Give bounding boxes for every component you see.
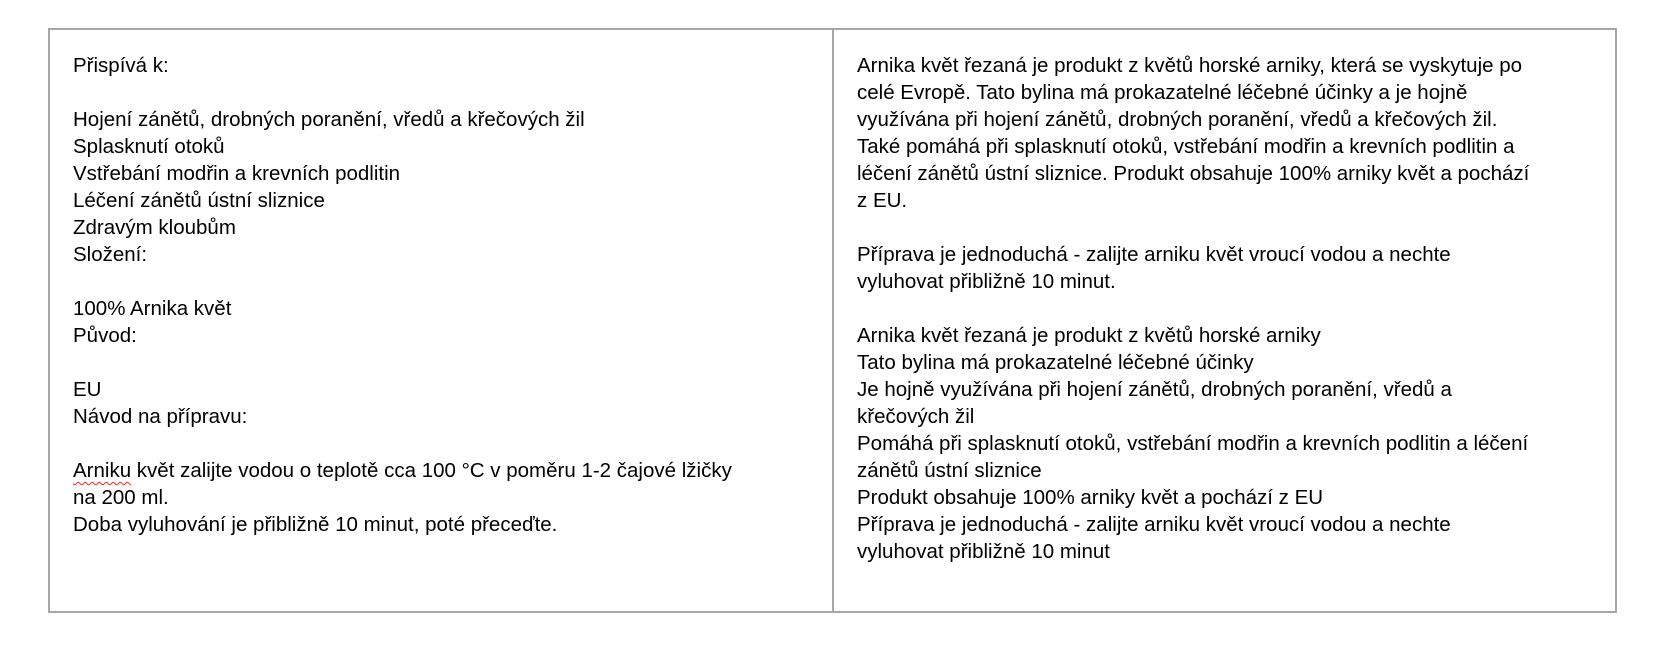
benefit-item: Zdravým kloubům	[73, 216, 236, 239]
preparation-line: vyluhovat přibližně 10 minut.	[857, 270, 1116, 293]
description-line: Arnika květ řezaná je produkt z květů horské arniky, která se vyskytuje po	[857, 54, 1523, 77]
instructions-line	[73, 457, 812, 484]
composition-value: 100% Arnika květ	[73, 297, 232, 320]
summary-line: Produkt obsahuje 100% arniky květ a pochází z EU	[857, 486, 1324, 509]
description-line: léčení zánětů ústní sliznice. Produkt obsahuje 100% arniky květ a pochází	[857, 162, 1530, 185]
description-line: celé Evropě. Tato bylina má prokazatelné léčebné účinky a je hojně	[857, 81, 1468, 104]
summary-line: Příprava je jednoduchá - zalijte arniku květ vroucí vodou a nechte	[857, 513, 1451, 536]
summary-line: křečových žil	[857, 405, 975, 428]
benefit-item: Splasknutí otoků	[73, 135, 225, 158]
contributes-heading: Přispívá k:	[73, 54, 169, 77]
instructions-line: na 200 ml.	[73, 486, 169, 509]
origin-heading: Původ:	[73, 324, 137, 347]
description-line: z EU.	[857, 189, 908, 212]
summary-line: Pomáhá při splasknutí otoků, vstřebání modřin a krevních podlitin a léčení	[857, 432, 1529, 455]
summary-line: Je hojně využívána při hojení zánětů, drobných poranění, vředů a	[857, 378, 1452, 401]
instructions-line: Doba vyluhování je přibližně 10 minut, poté přeceďte.	[73, 513, 558, 536]
summary-line: Tato bylina má prokazatelné léčebné účinky	[857, 351, 1254, 374]
spellcheck-flagged-word[interactable]: Arniku	[73, 459, 132, 482]
blank-line	[73, 430, 812, 457]
blank-line	[857, 214, 1595, 241]
benefit-item: Hojení zánětů, drobných poranění, vředů a křečových žil	[73, 108, 585, 131]
blank-line	[73, 349, 812, 376]
benefit-item: Vstřebání modřin a krevních podlitin	[73, 162, 401, 185]
origin-value: EU	[73, 378, 102, 401]
blank-line	[857, 295, 1595, 322]
summary-line: vyluhovat přibližně 10 minut	[857, 540, 1110, 563]
description-line: využívána při hojení zánětů, drobných poranění, vředů a křečových žil.	[857, 108, 1498, 131]
table-cell-left[interactable]	[50, 30, 834, 611]
summary-line: zánětů ústní sliznice	[857, 459, 1042, 482]
content-table	[48, 28, 1617, 613]
blank-line	[73, 268, 812, 295]
preparation-line: Příprava je jednoduchá - zalijte arniku květ vroucí vodou a nechte	[857, 243, 1451, 266]
description-line: Také pomáhá při splasknutí otoků, vstřebání modřin a krevních podlitin a	[857, 135, 1515, 158]
benefit-item: Léčení zánětů ústní sliznice	[73, 189, 325, 212]
summary-line: Arnika květ řezaná je produkt z květů horské arniky	[857, 324, 1321, 347]
table-cell-right[interactable]	[834, 30, 1615, 611]
instructions-text: květ zalijte vodou o teplotě cca 100 °C v poměru 1-2 čajové lžičky	[131, 459, 732, 482]
composition-heading: Složení:	[73, 243, 148, 266]
blank-line	[73, 79, 812, 106]
instructions-heading: Návod na přípravu:	[73, 405, 248, 428]
